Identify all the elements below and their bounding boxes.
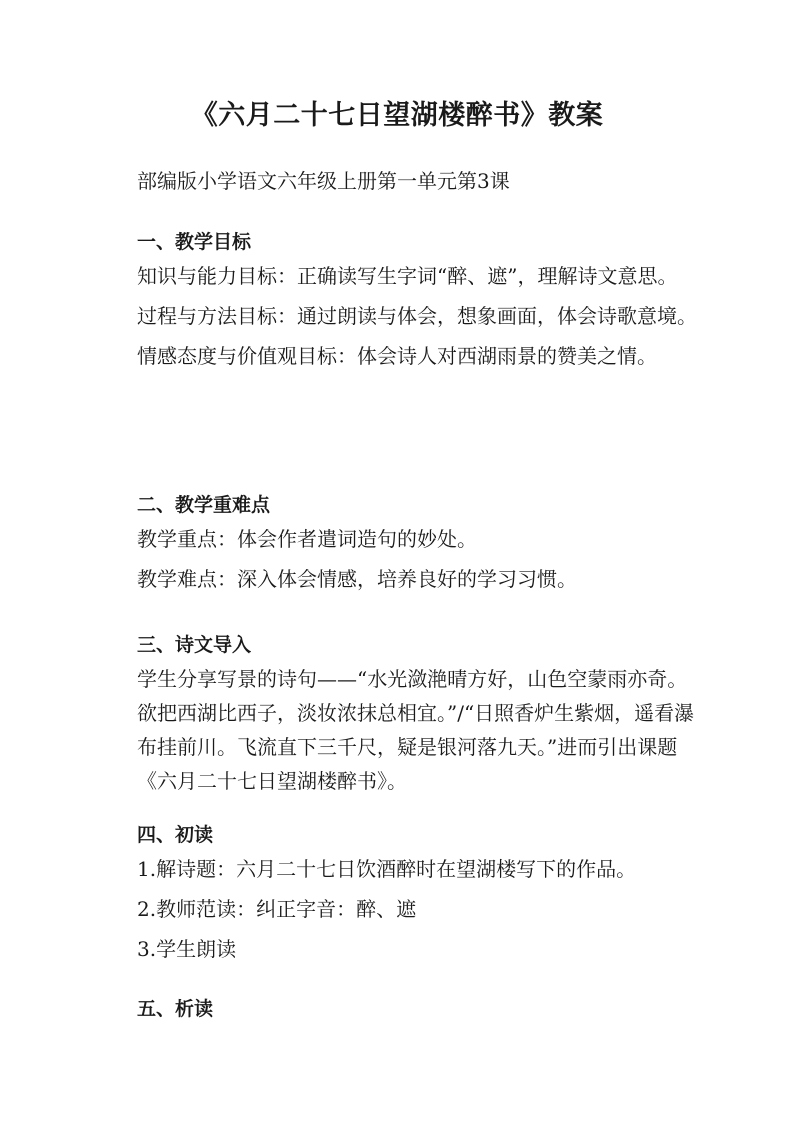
- section-analysis-reading: [137, 992, 697, 1026]
- section-paragraph: 3.学生朗读: [137, 937, 237, 961]
- section-heading: 五、析读: [137, 998, 214, 1020]
- document-title: 《六月二十七日望湖楼醉书》教案: [190, 100, 604, 131]
- section-teaching-goals: [137, 225, 697, 379]
- section-introduction: [137, 628, 697, 804]
- section-heading: 四、初读: [137, 824, 214, 846]
- section-heading: 一、教学目标: [137, 231, 252, 253]
- document-subtitle: 部编版小学语文六年级上册第一单元第3课: [137, 169, 510, 193]
- section-first-reading: [137, 818, 697, 972]
- section-key-points: [137, 488, 697, 602]
- section-paragraph: 情感态度与价值观目标：体会诗人对西湖雨景的赞美之情。: [137, 344, 657, 368]
- section-paragraph: 1.解诗题：六月二十七日饮酒醉时在望湖楼写下的作品。: [137, 857, 637, 881]
- section-paragraph: 教学重点：体会作者遣词造句的妙处。: [137, 527, 477, 551]
- section-paragraph: 学生分享写景的诗句——“水光潋滟晴方好，山色空蒙雨亦奇。欲把西湖比西子，淡妆浓抹总相宜。”/“日照香炉生紫烟，遥看瀑布挂前川。飞流直下三千尺，疑是银河落九天。”进而引出课题《六月二十七日望湖楼醉书》。: [137, 667, 695, 793]
- section-paragraph: 过程与方法目标：通过朗读与体会，想象画面，体会诗歌意境。: [137, 304, 697, 328]
- section-paragraph: 2.教师范读：纠正字音：醉、遮: [137, 897, 417, 921]
- section-heading: 三、诗文导入: [137, 634, 252, 656]
- section-paragraph: 知识与能力目标：正确读写生字词“醉、遮”，理解诗文意思。: [137, 264, 678, 288]
- section-heading: 二、教学重难点: [137, 494, 271, 516]
- section-paragraph: 教学难点：深入体会情感，培养良好的学习习惯。: [137, 567, 577, 591]
